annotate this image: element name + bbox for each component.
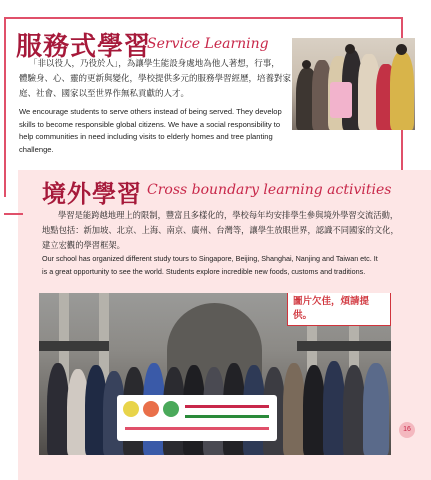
section1-en-line-3: help communities in need including visits to elderly homes and tree planting — [19, 132, 273, 141]
tour-banner — [117, 395, 277, 441]
section2-zh-line-2: 地點包括：新加坡、北京、上海、南京、廣州、台灣等，讓學生放眼世界，認識不同國家的文化， — [42, 225, 399, 235]
section2-paragraph-zh — [42, 208, 402, 253]
section1-paragraph-zh — [19, 57, 291, 102]
section1-zh-line-2: 體驗身、心、靈的更新與變化，學校提供多元的服務學習經歷，培養對家 — [19, 74, 292, 84]
section1-title-zh: 服務式學習 — [16, 32, 152, 62]
section1-en-line-2: skills to become responsible global citizens. We have a social responsibility to — [19, 119, 281, 129]
section1-en-line-1: We encourage students to serve others instead of being served. They develop — [19, 107, 282, 116]
section2-zh-line-3: 建立宏觀的學習框架。 — [42, 240, 125, 250]
section1-title-en: Service Learning — [147, 36, 269, 52]
section1-zh-line-1: 「非以役人，乃役於人」，為讓學生能設身處地為他人著想，行事， — [29, 59, 280, 69]
section1-en-line-4: challenge. — [19, 144, 54, 154]
section2-paragraph-en — [42, 253, 402, 278]
section2-title-zh: 境外學習 — [42, 179, 142, 208]
frame-line-top — [4, 17, 402, 19]
section2-zh-line-1: 學習是能跨越地理上的限制，豐富且多樣化的，學校每年均安排學生參與境外學習交流活動， — [58, 210, 399, 220]
section2-title-en: Cross boundary learning activities — [147, 182, 392, 198]
section2-en-line-1: Our school has organized different study tours to Singapore, Beijing, Shanghai, Nanjing and Taiwan etc. It — [42, 254, 378, 263]
service-learning-photo — [292, 38, 415, 130]
study-tour-group-photo — [39, 293, 391, 455]
section2-en-line-2: is a great opportunity to see the world. Students explore incredible new foods, customs and traditions. — [42, 266, 366, 276]
page-number: 16 — [399, 422, 415, 438]
section1-zh-line-3: 庭、社會、國家以至世界作無私貢獻的人才。 — [19, 89, 190, 99]
section1-paragraph-en — [19, 106, 291, 156]
panel-divider-line — [4, 213, 23, 215]
frame-line-left — [4, 17, 6, 197]
photo-missing-notice: 圖片欠佳，煩請提供。 — [287, 293, 391, 326]
